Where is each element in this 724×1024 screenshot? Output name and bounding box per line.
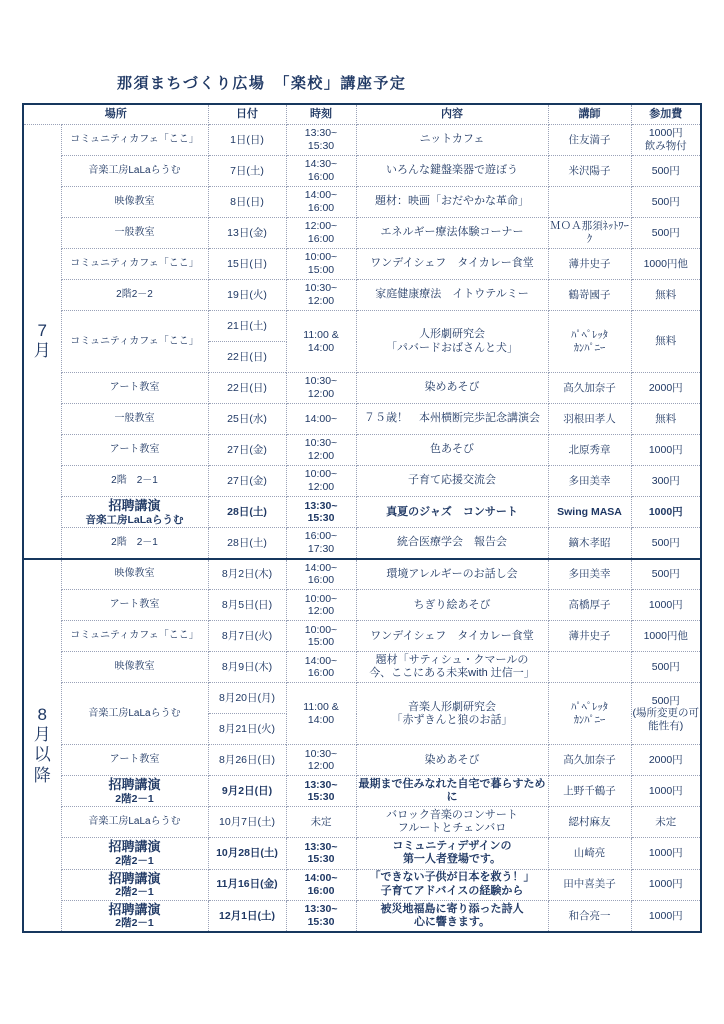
date-cell: 22日(日): [208, 373, 286, 404]
content-cell: 音楽人形劇研究会 「赤ずきんと狼のお話」: [356, 683, 548, 745]
time-cell: 14:30~ 16:00: [286, 156, 356, 187]
lecturer-cell: 山崎亮: [548, 838, 631, 869]
time-cell: 10:00~ 15:00: [286, 249, 356, 280]
lecturer-cell: 羽根田孝人: [548, 404, 631, 435]
lecturer-cell: 高久加奈子: [548, 745, 631, 776]
place-cell: 映像教室: [61, 559, 208, 590]
schedule-row: [23, 652, 701, 683]
time-cell: 10:30~ 12:00: [286, 435, 356, 466]
place-cell: 音楽工房LaLaらうむ: [61, 683, 208, 745]
date-cell: 13日(金): [208, 218, 286, 249]
place-cell: コミュニティカフェ「ここ」: [61, 311, 208, 373]
time-cell: 未定: [286, 807, 356, 838]
place-cell: 映像教室: [61, 187, 208, 218]
place-cell: 招聘講演 2階2－1: [61, 838, 208, 869]
content-cell: 人形劇研究会 「パバードおばさんと犬」: [356, 311, 548, 373]
date-cell: 8月2日(木): [208, 559, 286, 590]
content-cell: 被災地福島に寄り添った詩人 心に響きます。: [356, 900, 548, 932]
time-cell: 13:30~ 15:30: [286, 776, 356, 807]
place-cell: アート教室: [61, 590, 208, 621]
lecturer-cell: ﾊﾟﾍﾟﾚｯﾀ ｶﾝﾊﾟﾆｰ: [548, 683, 631, 745]
date-cell: 22日(日): [208, 342, 286, 373]
content-cell: 染めあそび: [356, 373, 548, 404]
schedule-row: [23, 218, 701, 249]
schedule-row: [23, 869, 701, 900]
lecturer-cell: 綛村麻友: [548, 807, 631, 838]
place-cell: 招聘講演 2階2－1: [61, 900, 208, 932]
date-cell: 1日(日): [208, 125, 286, 156]
date-cell: 10月28日(土): [208, 838, 286, 869]
content-cell: ワンデイシェフ タイカレー食堂: [356, 249, 548, 280]
content-cell: 子育て応援交流会: [356, 466, 548, 497]
lecturer-cell: Swing MASA: [548, 497, 631, 528]
lecturer-cell: ＭＯＡ那須ﾈｯﾄﾜｰｸ: [548, 218, 631, 249]
place-cell: 2階2－2: [61, 280, 208, 311]
fee-cell: 無料: [631, 404, 701, 435]
time-cell: 14:00~ 16:00: [286, 187, 356, 218]
schedule-row: [23, 838, 701, 869]
date-cell: 8月7日(火): [208, 621, 286, 652]
lecturer-cell: 北原秀章: [548, 435, 631, 466]
date-cell: 27日(金): [208, 466, 286, 497]
lecturer-cell: 多田美幸: [548, 559, 631, 590]
fee-cell: 2000円: [631, 745, 701, 776]
lecturer-cell: 鶴嵜國子: [548, 280, 631, 311]
lecturer-cell: 薄井史子: [548, 249, 631, 280]
time-cell: 10:30~ 12:00: [286, 745, 356, 776]
date-cell: 28日(土): [208, 497, 286, 528]
time-cell: 12:00~ 16:00: [286, 218, 356, 249]
fee-cell: 500円 (場所変更の可 能性有): [631, 683, 701, 745]
date-cell: 7日(土): [208, 156, 286, 187]
content-cell: 題材：映画「おだやかな革命」: [356, 187, 548, 218]
place-cell: 一般教室: [61, 218, 208, 249]
content-cell: 統合医療学会 報告会: [356, 528, 548, 559]
lecturer-cell: 米沢陽子: [548, 156, 631, 187]
schedule-row: [23, 900, 701, 932]
schedule-row: [23, 528, 701, 559]
date-cell: 11月16日(金): [208, 869, 286, 900]
place-cell: アート教室: [61, 745, 208, 776]
date-cell: 8月5日(日): [208, 590, 286, 621]
schedule-row: [23, 404, 701, 435]
schedule-row: [23, 373, 701, 404]
time-cell: 14:00~ 16:00: [286, 652, 356, 683]
content-cell: コミュニティデザインの 第一人者登場です。: [356, 838, 548, 869]
header-lecturer: 講師: [548, 104, 631, 125]
header-row: [23, 104, 701, 125]
time-cell: 16:00~ 17:30: [286, 528, 356, 559]
time-cell: 13:30~ 15:30: [286, 497, 356, 528]
content-cell: いろんな鍵盤楽器で遊ぼう: [356, 156, 548, 187]
time-cell: 14:00~ 16:00: [286, 869, 356, 900]
header-date: 日付: [208, 104, 286, 125]
time-cell: 14:00~: [286, 404, 356, 435]
time-cell: 11:00 & 14:00: [286, 683, 356, 745]
lecturer-cell: 鏑木孝昭: [548, 528, 631, 559]
schedule-row: [23, 621, 701, 652]
fee-cell: 1000円 飲み物付: [631, 125, 701, 156]
time-cell: 14:00~ 16:00: [286, 559, 356, 590]
content-cell: 「できない子供が日本を救う！」 子育てアドバイスの経験から: [356, 869, 548, 900]
fee-cell: 500円: [631, 218, 701, 249]
place-cell: 2階 2－1: [61, 528, 208, 559]
schedule-body: [23, 125, 701, 932]
place-cell: 一般教室: [61, 404, 208, 435]
fee-cell: 500円: [631, 156, 701, 187]
fee-cell: 1000円: [631, 497, 701, 528]
date-cell: 19日(火): [208, 280, 286, 311]
date-cell: 8日(日): [208, 187, 286, 218]
fee-cell: 1000円: [631, 435, 701, 466]
schedule-row: [23, 807, 701, 838]
content-cell: バロック音楽のコンサート フルートとチェンバロ: [356, 807, 548, 838]
lecturer-cell: 和合亮一: [548, 900, 631, 932]
date-cell: 8月21日(火): [208, 714, 286, 745]
fee-cell: 500円: [631, 187, 701, 218]
fee-cell: 1000円: [631, 776, 701, 807]
schedule-row: [23, 249, 701, 280]
fee-cell: 500円: [631, 559, 701, 590]
schedule-table: [22, 103, 702, 933]
date-cell: 21日(土): [208, 311, 286, 342]
date-cell: 9月2日(日): [208, 776, 286, 807]
content-cell: ワンデイシェフ タイカレー食堂: [356, 621, 548, 652]
place-cell: コミュニティカフェ「ここ」: [61, 249, 208, 280]
lecturer-cell: [548, 187, 631, 218]
month-label: 8 月 以 降: [23, 559, 61, 932]
content-cell: 色あそび: [356, 435, 548, 466]
content-cell: 最期まで住みなれた自宅で暮らすために: [356, 776, 548, 807]
time-cell: 10:30~ 12:00: [286, 373, 356, 404]
lecturer-cell: 田中喜美子: [548, 869, 631, 900]
time-cell: 11:00 & 14:00: [286, 311, 356, 373]
schedule-row: [23, 559, 701, 590]
time-cell: 13:30~ 15:30: [286, 125, 356, 156]
place-cell: 招聘講演 音楽工房LaLaらうむ: [61, 497, 208, 528]
place-cell: 招聘講演 2階2－1: [61, 776, 208, 807]
time-cell: 13:30~ 15:30: [286, 900, 356, 932]
lecturer-cell: 高久加奈子: [548, 373, 631, 404]
place-cell: アート教室: [61, 435, 208, 466]
schedule-row: [23, 435, 701, 466]
lecturer-cell: [548, 652, 631, 683]
lecturer-cell: 薄井史子: [548, 621, 631, 652]
date-cell: 8月20日(月): [208, 683, 286, 714]
schedule-row: [23, 156, 701, 187]
content-cell: 染めあそび: [356, 745, 548, 776]
fee-cell: 1000円: [631, 900, 701, 932]
schedule-row: [23, 280, 701, 311]
fee-cell: 2000円: [631, 373, 701, 404]
time-cell: 10:00~ 12:00: [286, 590, 356, 621]
schedule-row: [23, 745, 701, 776]
place-cell: 音楽工房LaLaらうむ: [61, 807, 208, 838]
schedule-row: [23, 311, 701, 342]
place-cell: 招聘講演 2階2－1: [61, 869, 208, 900]
fee-cell: 1000円: [631, 869, 701, 900]
content-cell: 環境アレルギーのお話し会: [356, 559, 548, 590]
fee-cell: 1000円: [631, 590, 701, 621]
lecturer-cell: ﾊﾟﾍﾟﾚｯﾀ ｶﾝﾊﾟﾆｰ: [548, 311, 631, 373]
place-cell: 映像教室: [61, 652, 208, 683]
fee-cell: 1000円: [631, 838, 701, 869]
lecturer-cell: 高橋厚子: [548, 590, 631, 621]
fee-cell: 1000円他: [631, 621, 701, 652]
date-cell: 25日(水): [208, 404, 286, 435]
header-place: 場所: [23, 104, 208, 125]
fee-cell: 無料: [631, 311, 701, 373]
content-cell: 家庭健康療法 イトウテルミー: [356, 280, 548, 311]
time-cell: 10:00~ 15:00: [286, 621, 356, 652]
content-cell: ７５歳！ 本州横断完歩記念講演会: [356, 404, 548, 435]
schedule-row: [23, 776, 701, 807]
schedule-row: [23, 683, 701, 714]
content-cell: ニットカフェ: [356, 125, 548, 156]
fee-cell: 未定: [631, 807, 701, 838]
date-cell: 10月7日(土): [208, 807, 286, 838]
fee-cell: 300円: [631, 466, 701, 497]
page-title: 那須まちづくり広場 「楽校」講座予定: [117, 75, 407, 92]
date-cell: 8月9日(木): [208, 652, 286, 683]
time-cell: 10:00~ 12:00: [286, 466, 356, 497]
place-cell: 音楽工房LaLaらうむ: [61, 156, 208, 187]
schedule-row: [23, 590, 701, 621]
place-cell: アート教室: [61, 373, 208, 404]
schedule-row: [23, 497, 701, 528]
time-cell: 13:30~ 15:30: [286, 838, 356, 869]
time-cell: 10:30~ 12:00: [286, 280, 356, 311]
date-cell: 8月26日(日): [208, 745, 286, 776]
fee-cell: 500円: [631, 528, 701, 559]
lecturer-cell: 上野千鶴子: [548, 776, 631, 807]
fee-cell: 無料: [631, 280, 701, 311]
schedule-table-container: [22, 103, 700, 933]
place-cell: コミュニティカフェ「ここ」: [61, 125, 208, 156]
schedule-row: [23, 125, 701, 156]
place-cell: コミュニティカフェ「ここ」: [61, 621, 208, 652]
place-cell: 2階 2－1: [61, 466, 208, 497]
schedule-row: [23, 466, 701, 497]
content-cell: 真夏のジャズ コンサート: [356, 497, 548, 528]
header-fee: 参加費: [631, 104, 701, 125]
header-time: 時刻: [286, 104, 356, 125]
schedule-row: [23, 187, 701, 218]
date-cell: 15日(日): [208, 249, 286, 280]
date-cell: 12月1日(土): [208, 900, 286, 932]
date-cell: 28日(土): [208, 528, 286, 559]
fee-cell: 500円: [631, 652, 701, 683]
date-cell: 27日(金): [208, 435, 286, 466]
fee-cell: 1000円他: [631, 249, 701, 280]
content-cell: ちぎり絵あそび: [356, 590, 548, 621]
content-cell: 題材「サティシュ・クマールの 今、ここにある未来with 辻信一」: [356, 652, 548, 683]
lecturer-cell: 住友満子: [548, 125, 631, 156]
content-cell: エネルギー療法体験コーナー: [356, 218, 548, 249]
header-content: 内容: [356, 104, 548, 125]
month-label: 7 月: [23, 125, 61, 559]
lecturer-cell: 多田美幸: [548, 466, 631, 497]
